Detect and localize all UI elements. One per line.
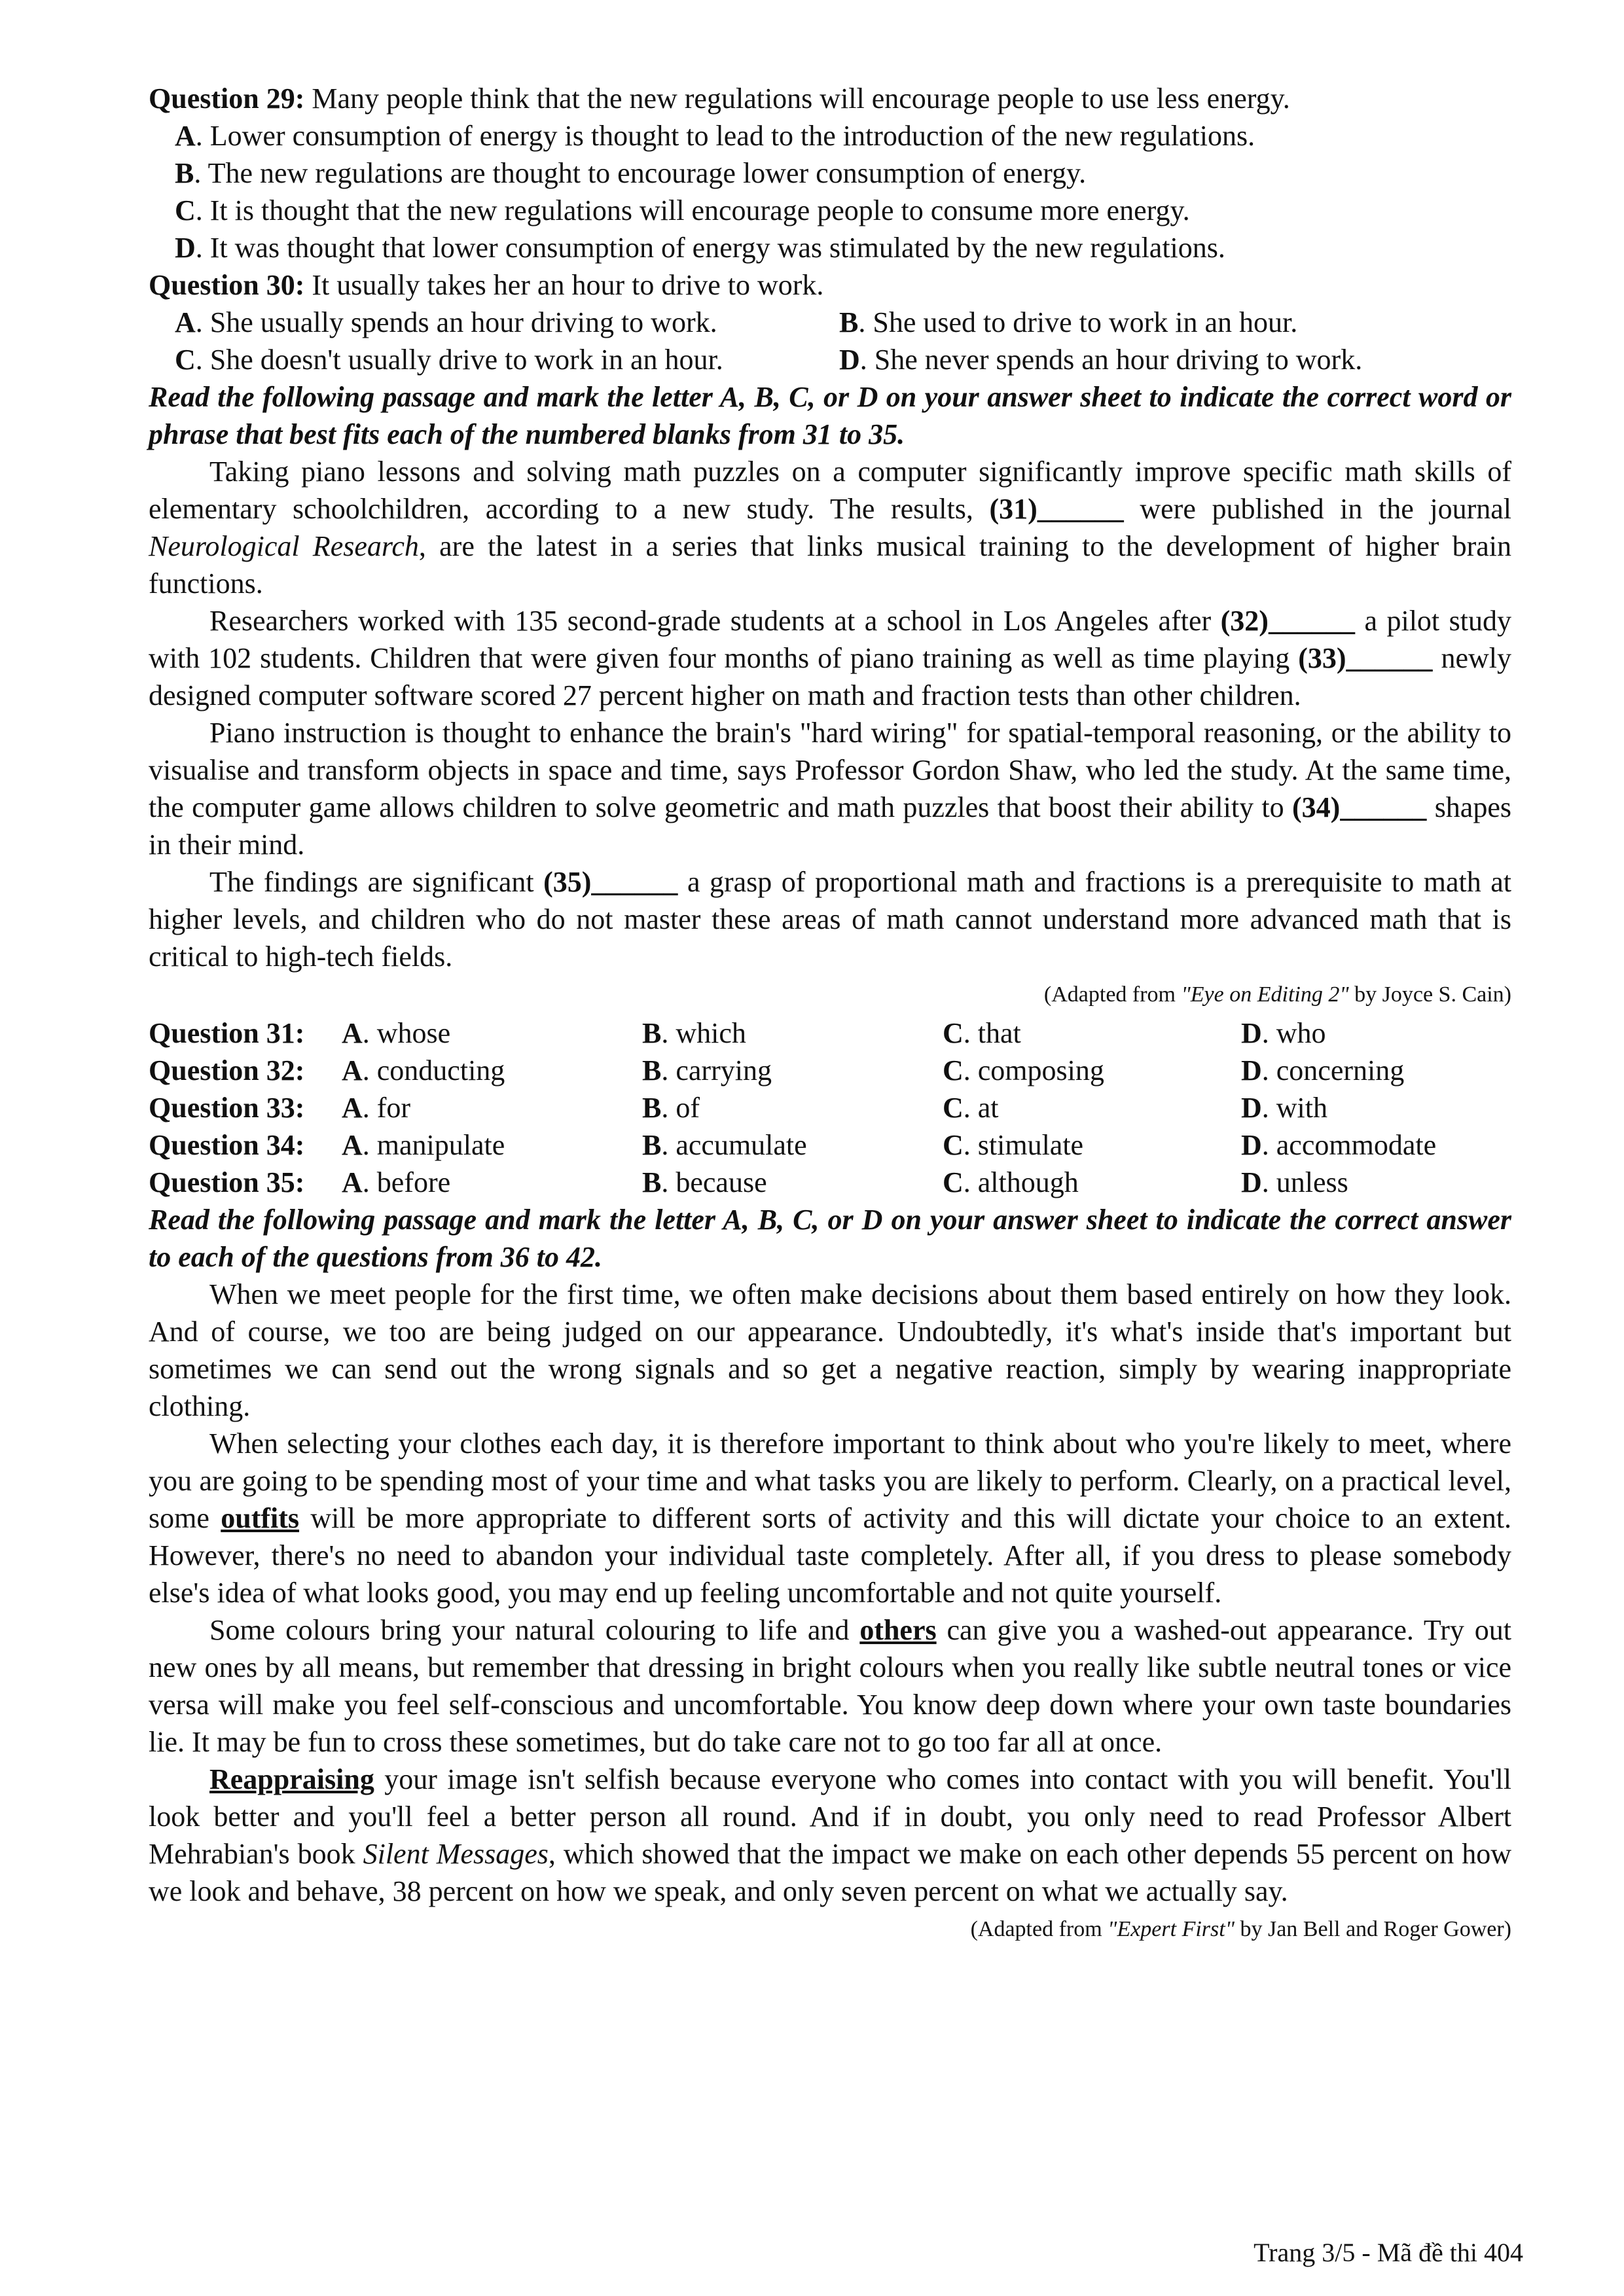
referenced-word: others [859, 1614, 937, 1646]
option-letter: C [175, 344, 196, 376]
source-text: (Adapted from [1043, 982, 1176, 1007]
option-text: She used to drive to work in an hour. [873, 306, 1298, 338]
paragraph-text: a grasp of proportional math and fractions is a prerequisite to math at higher levels, and children who do not master these areas of math cannot understand more advanced math that is critical to high-tech fields. [149, 866, 1512, 973]
question-label: Question 30: [149, 269, 305, 301]
option-letter: C [943, 1054, 964, 1086]
option-a: A. manipulate [342, 1129, 505, 1161]
option-a: A. She usually spends an hour driving to work. [175, 306, 717, 338]
option-letter: C [943, 1166, 964, 1198]
option-text: Lower consumption of energy is thought to lead to the introduction of the new regulations. [209, 120, 1255, 152]
option-letter: B [839, 306, 859, 338]
paragraph-text: Some colours bring your natural colouring to life and [209, 1614, 850, 1646]
option-d: D. with [1241, 1092, 1328, 1124]
option-letter: C [175, 194, 196, 226]
source-title: "Expert First" [1108, 1917, 1235, 1941]
option-a: A. Lower consumption of energy is thought to lead to the introduction of the new regulations. [175, 120, 1255, 152]
question-29 [149, 80, 1511, 117]
option-a: A. whose [342, 1017, 451, 1049]
option-text: composing [977, 1054, 1104, 1086]
option-d: D. concerning [1241, 1054, 1405, 1086]
passage-paragraph [149, 1425, 1511, 1611]
option-row [149, 304, 1511, 341]
paragraph-text: When selecting your clothes each day, it is therefore important to think about who you're likely to meet, where you are going to be spending most of your time and what tasks you are likely to perform. Clearly, on a practical level, some [149, 1427, 1511, 1534]
option-letter: D [1241, 1129, 1262, 1161]
source-text: by Joyce S. Cain) [1354, 982, 1511, 1007]
passage-source [149, 1910, 1511, 1949]
option-text: unless [1276, 1166, 1348, 1198]
paragraph-text: Taking piano lessons and solving math puzzles on a computer significantly improve specific math skills of elementary schoolchildren, according to a new study. The results, [149, 456, 1511, 525]
option-letter: C [943, 1092, 964, 1124]
option-c: C. at [943, 1092, 999, 1124]
referenced-word: outfits [221, 1502, 300, 1534]
paragraph-text: your image isn't selfish because everyone who comes into contact with you will benefit. You'll look better and you'll feel a better person all round. And if in doubt, you only need to read Professor Albert Mehrabian's book [149, 1763, 1512, 1870]
passage-paragraph [149, 863, 1511, 975]
question-label: Question 34: [149, 1129, 305, 1161]
option-b: B. She used to drive to work in an hour. [839, 306, 1298, 338]
option-text: at [977, 1092, 999, 1124]
option-text: She usually spends an hour driving to work. [209, 306, 717, 338]
option-c: C. composing [943, 1054, 1104, 1086]
question-stem: Many people think that the new regulations will encourage people to use less energy. [312, 82, 1290, 115]
option-text: accommodate [1276, 1129, 1437, 1161]
passage-paragraph [149, 1761, 1511, 1910]
referenced-word: Reappraising [209, 1763, 374, 1795]
option-letter: A [342, 1092, 363, 1124]
option-letter: B [642, 1054, 662, 1086]
option-c: C. She doesn't usually drive to work in an hour. [175, 344, 723, 376]
blank-33: (33)______ [1298, 642, 1433, 674]
option-d: D. She never spends an hour driving to work. [839, 344, 1363, 376]
option-d: D. accommodate [1241, 1129, 1437, 1161]
book-title: Silent Messages [363, 1838, 549, 1870]
option-c: C. that [943, 1017, 1021, 1049]
question-label: Question 31: [149, 1017, 305, 1049]
option-d: D. It was thought that lower consumption of energy was stimulated by the new regulations. [175, 232, 1225, 264]
paragraph-text: , which showed that the impact we make on each other depends 55 percent on how we look and behave, 38 percent on how we speak, and only seven percent on what we actually say. [149, 1838, 1511, 1907]
option-text: She doesn't usually drive to work in an hour. [209, 344, 723, 376]
paragraph-text: will be more appropriate to different sorts of activity and this will dictate your choice to an extent. However, there's no need to abandon your individual taste completely. After all, if you dress to please somebody else's idea of what looks good, you may end up feeling uncomfortable and not quite yourself. [149, 1502, 1511, 1609]
option-row [149, 341, 1511, 378]
option-letter: B [175, 157, 194, 189]
option-text: conducting [376, 1054, 505, 1086]
option-letter: A [342, 1017, 363, 1049]
paragraph-text: The findings are significant [209, 866, 534, 898]
journal-title: Neurological Research [149, 530, 419, 562]
option-text: carrying [676, 1054, 772, 1086]
blank-34: (34)______ [1292, 791, 1427, 823]
question-label: Question 32: [149, 1054, 305, 1086]
paragraph-text: Researchers worked with 135 second-grade students at a school in Los Angeles after [209, 605, 1212, 637]
option-letter: D [175, 232, 196, 264]
passage-paragraph [149, 1611, 1511, 1761]
option-text: with [1276, 1092, 1328, 1124]
exam-page [149, 80, 1511, 1949]
passage-paragraph: When we meet people for the first time, we often make decisions about them based entirely on how they look. And of course, we too are being judged on our appearance. Undoubtedly, it's what's inside that's important but sometimes we can send out the wrong signals and so get a negative reaction, simply by wearing inappropriate clothing. [149, 1278, 1511, 1422]
option-a: A. conducting [342, 1054, 505, 1086]
option-letter: D [1241, 1092, 1262, 1124]
option-letter: A [175, 306, 196, 338]
option-letter: C [943, 1129, 964, 1161]
option-text: who [1276, 1017, 1326, 1049]
option-letter: B [642, 1166, 662, 1198]
question-label: Question 29: [149, 82, 305, 115]
option-text: accumulate [676, 1129, 807, 1161]
question-label: Question 35: [149, 1166, 305, 1198]
option-letter: A [175, 120, 196, 152]
paragraph-text: , are the latest in a series that links musical training to the development of higher brain functions. [149, 530, 1511, 600]
option-a: A. before [342, 1166, 451, 1198]
option-text: concerning [1276, 1054, 1405, 1086]
option-c: C. although [943, 1166, 1079, 1198]
option-letter: D [1241, 1054, 1262, 1086]
paragraph-text: newly designed computer software scored 27 percent higher on math and fraction tests than other children. [149, 642, 1511, 711]
option-b: B. because [642, 1166, 767, 1198]
option-text: She never spends an hour driving to work. [874, 344, 1363, 376]
blank-35: (35)______ [543, 866, 678, 898]
option-text: before [376, 1166, 451, 1198]
option-d: D. who [1241, 1017, 1326, 1049]
source-title: "Eye on Editing 2" [1181, 982, 1349, 1007]
source-text: (Adapted from [970, 1917, 1102, 1941]
option-letter: B [642, 1092, 662, 1124]
question-label: Question 33: [149, 1092, 305, 1124]
option-text: for [376, 1092, 411, 1124]
paragraph-text: Piano instruction is thought to enhance the brain's "hard wiring" for spatial-temporal reasoning, or the ability to visualise and transform objects in space and time, says Professor Gordon Shaw, who led the study. At the same time, the computer game allows children to solve geometric and math puzzles that boost their ability to [149, 717, 1511, 823]
option-text: It is thought that the new regulations will encourage people to consume more energy. [209, 194, 1190, 226]
option-letter: A [342, 1166, 363, 1198]
page-footer: Trang 3/5 - Mã đề thi 404 [1254, 2238, 1523, 2267]
option-text: whose [376, 1017, 451, 1049]
question-stem: It usually takes her an hour to drive to work. [312, 269, 824, 301]
option-text: that [977, 1017, 1021, 1049]
option-b: B. The new regulations are thought to encourage lower consumption of energy. [175, 157, 1087, 189]
option-letter: D [1241, 1017, 1262, 1049]
option-letter: D [1241, 1166, 1262, 1198]
blank-31: (31)______ [989, 493, 1124, 525]
option-b: B. accumulate [642, 1129, 807, 1161]
option-text: although [977, 1166, 1079, 1198]
paragraph-text: shapes in their mind. [149, 791, 1511, 861]
passage-paragraph [149, 453, 1511, 602]
source-text: by Jan Bell and Roger Gower) [1240, 1917, 1511, 1941]
option-letter: B [642, 1017, 662, 1049]
paragraph-text: a pilot study with 102 students. Children that were given four months of piano training as well as time playing [149, 605, 1511, 674]
option-text: The new regulations are thought to encourage lower consumption of energy. [208, 157, 1087, 189]
passage-paragraph [149, 714, 1511, 863]
section-directive: Read the following passage and mark the letter A, B, C, or D on your answer sheet to indicate the correct word or phrase that best fits each of the numbered blanks from 31 to 35. [149, 381, 1511, 450]
option-text: because [676, 1166, 767, 1198]
blank-32: (32)______ [1220, 605, 1355, 637]
option-letter: B [642, 1129, 662, 1161]
option-c: C. stimulate [943, 1129, 1084, 1161]
option-letter: A [342, 1054, 363, 1086]
paragraph-text: were published in the journal [1140, 493, 1512, 525]
section-directive: Read the following passage and mark the letter A, B, C, or D on your answer sheet to indicate the correct answer to each of the questions from 36 to 42. [149, 1204, 1511, 1273]
option-a: A. for [342, 1092, 411, 1124]
option-b: B. carrying [642, 1054, 772, 1086]
option-d: D. unless [1241, 1166, 1348, 1198]
option-b: B. which [642, 1017, 746, 1049]
option-letter: C [943, 1017, 964, 1049]
option-text: stimulate [977, 1129, 1084, 1161]
option-text: which [676, 1017, 746, 1049]
passage-paragraph [149, 602, 1511, 714]
question-30 [149, 266, 1511, 304]
option-c: C. It is thought that the new regulations will encourage people to consume more energy. [175, 194, 1190, 226]
option-text: manipulate [376, 1129, 505, 1161]
option-b: B. of [642, 1092, 700, 1124]
option-letter: D [839, 344, 860, 376]
option-letter: A [342, 1129, 363, 1161]
paragraph-text: can give you a washed-out appearance. Try out new ones by all means, but remember that dressing in bright colours when you really like subtle neutral tones or vice versa will make you feel self-conscious and uncomfortable. You know deep down where your own taste boundaries lie. It may be fun to cross these sometimes, but do take care not to go too far all at once. [149, 1614, 1512, 1758]
option-text: of [676, 1092, 700, 1124]
answer-options-grid [149, 1014, 1511, 1201]
passage-source [149, 975, 1511, 1014]
option-text: It was thought that lower consumption of energy was stimulated by the new regulations. [209, 232, 1225, 264]
